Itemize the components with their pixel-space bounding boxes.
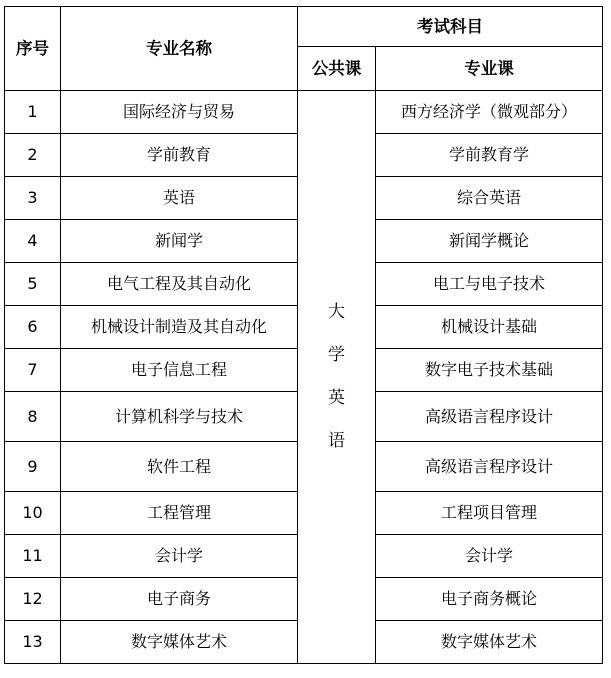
header-exam-subjects: 考试科目	[298, 7, 603, 47]
major-name: 工程管理	[61, 492, 298, 535]
header-public-course: 公共课	[298, 47, 376, 91]
major-name: 电气工程及其自动化	[61, 263, 298, 306]
row-number: 1	[5, 91, 61, 134]
major-name: 软件工程	[61, 442, 298, 492]
public-course-char: 英	[327, 388, 345, 408]
major-course: 会计学	[376, 535, 603, 578]
major-name: 计算机科学与技术	[61, 392, 298, 442]
row-number: 4	[5, 220, 61, 263]
major-name: 电子商务	[61, 578, 298, 621]
major-course: 数字电子技术基础	[376, 349, 603, 392]
major-name: 国际经济与贸易	[61, 91, 298, 134]
row-number: 10	[5, 492, 61, 535]
major-course: 机械设计基础	[376, 306, 603, 349]
major-course: 高级语言程序设计	[376, 392, 603, 442]
major-name: 电子信息工程	[61, 349, 298, 392]
row-number: 2	[5, 134, 61, 177]
row-number: 5	[5, 263, 61, 306]
row-number: 12	[5, 578, 61, 621]
major-name: 英语	[61, 177, 298, 220]
major-course: 新闻学概论	[376, 220, 603, 263]
row-number: 7	[5, 349, 61, 392]
major-course: 电子商务概论	[376, 578, 603, 621]
major-course: 数字媒体艺术	[376, 621, 603, 664]
major-course: 西方经济学（微观部分）	[376, 91, 603, 134]
major-course: 综合英语	[376, 177, 603, 220]
exam-subjects-table	[4, 6, 603, 664]
public-course-vertical-text	[326, 291, 346, 463]
public-course-char: 学	[327, 345, 345, 365]
major-course: 高级语言程序设计	[376, 442, 603, 492]
major-course: 工程项目管理	[376, 492, 603, 535]
major-course: 学前教育学	[376, 134, 603, 177]
row-number: 6	[5, 306, 61, 349]
major-name: 会计学	[61, 535, 298, 578]
row-number: 3	[5, 177, 61, 220]
public-course-char: 语	[327, 431, 345, 451]
major-name: 新闻学	[61, 220, 298, 263]
major-name: 机械设计制造及其自动化	[61, 306, 298, 349]
header-major-course: 专业课	[376, 47, 603, 91]
public-course-cell	[298, 91, 376, 664]
major-name: 数字媒体艺术	[61, 621, 298, 664]
public-course-char: 大	[327, 302, 345, 322]
major-name: 学前教育	[61, 134, 298, 177]
major-course: 电工与电子技术	[376, 263, 603, 306]
row-number: 13	[5, 621, 61, 664]
header-seq: 序号	[5, 7, 61, 91]
row-number: 9	[5, 442, 61, 492]
table-row	[5, 91, 603, 134]
header-major-name: 专业名称	[61, 7, 298, 91]
row-number: 11	[5, 535, 61, 578]
row-number: 8	[5, 392, 61, 442]
